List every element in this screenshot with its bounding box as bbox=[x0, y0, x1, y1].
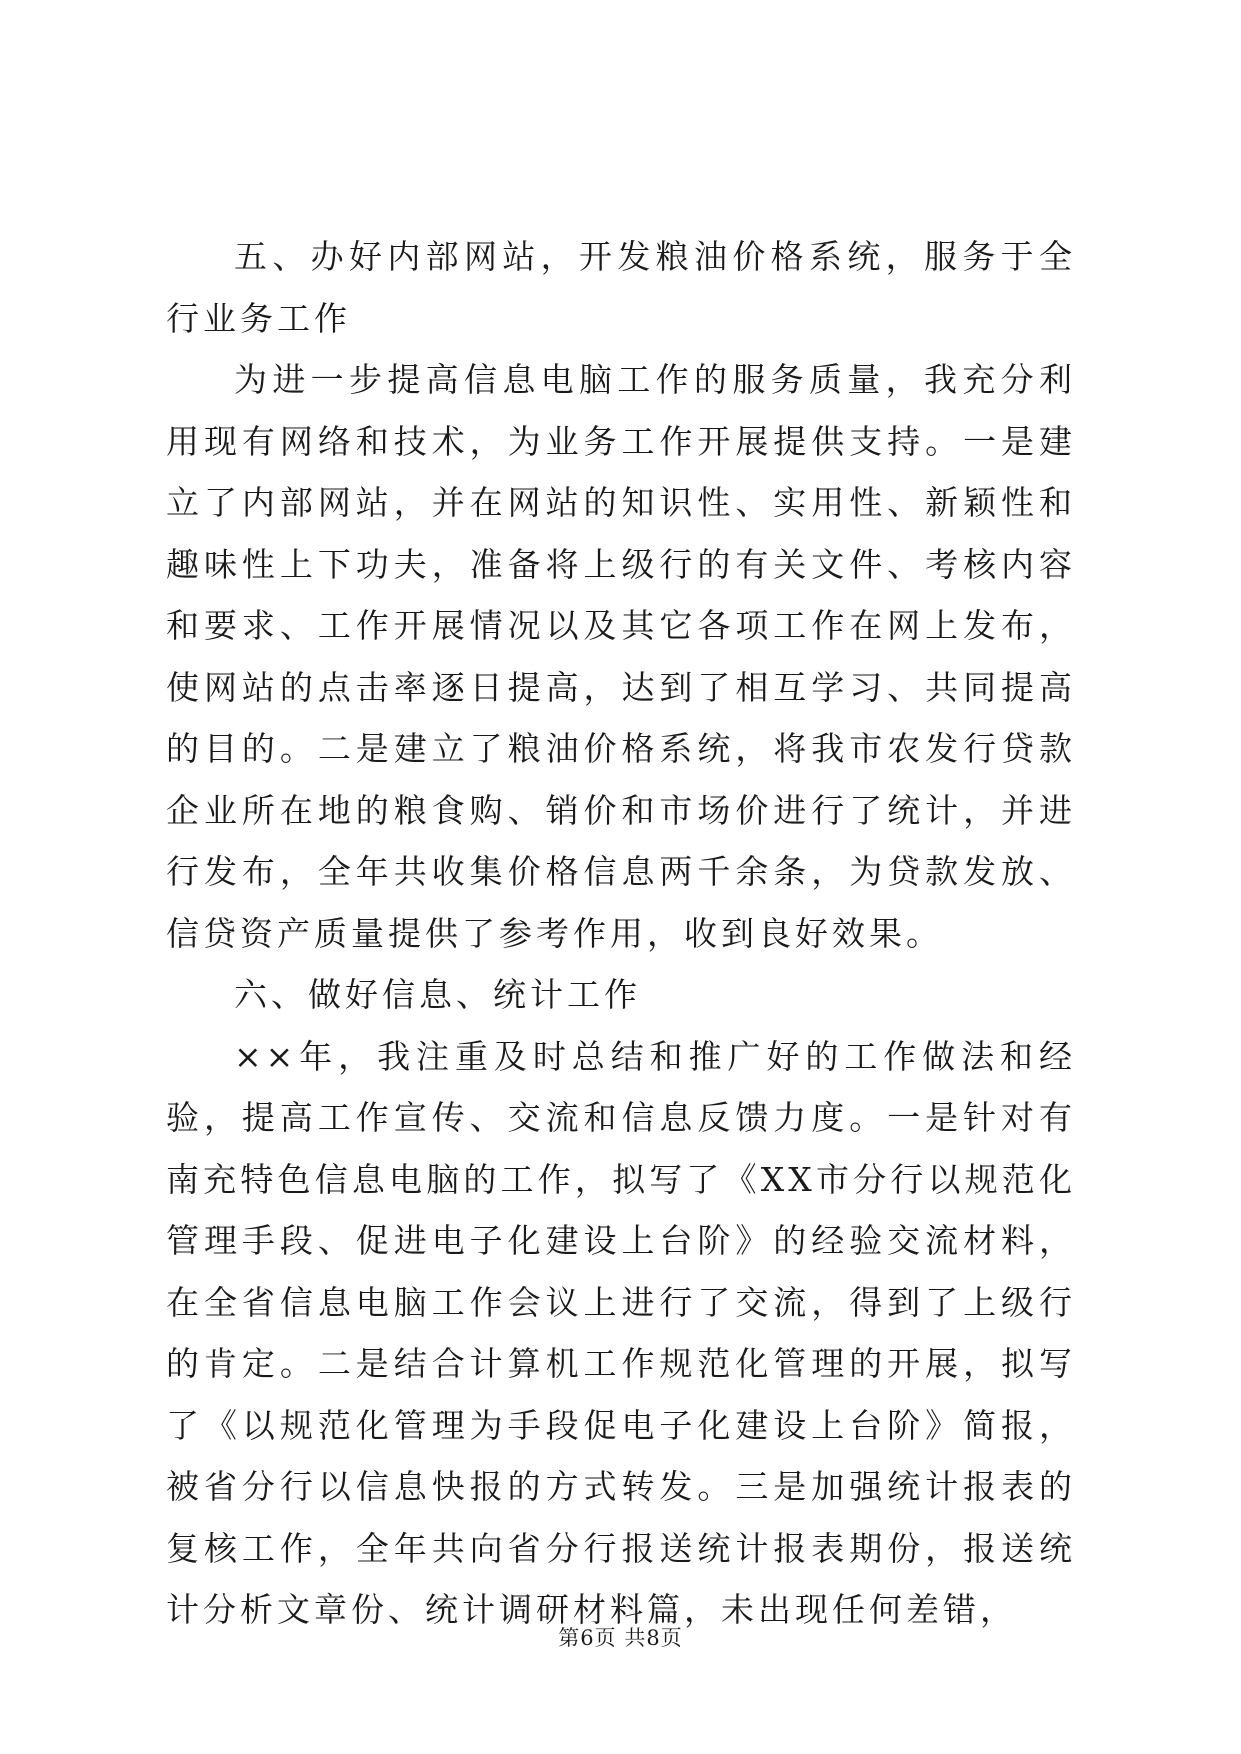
section-heading-5: 五、办好内部网站，开发粮油价格系统，服务于全行业务工作 bbox=[166, 237, 1076, 338]
section-heading-6: 六、做好信息、统计工作 bbox=[234, 975, 641, 1014]
body-paragraph: ××年，我注重及时总结和推广好的工作做法和经验，提高工作宣传、交流和信息反馈力度。一是针对有南充特色信息电脑的工作，拟写了《XX市分行以规范化管理手段、促进电子化建设上台阶》的经验交流材料，在全省信息电脑工作会议上进行了交流，得到了上级行的肯定。二是结合计算机工作规范化管理的开展，拟写了《以规范化管理为手段促电子化建设上台阶》简报，被省分行以信息快报的方式转发。三是加强统计报表的复核工作，全年共向省分行报送统计报表期份，报送统计分析文章份、统计调研材料篇，未出现任何差错， bbox=[166, 1036, 1076, 1629]
body-paragraph: 为进一步提高信息电脑工作的服务质量，我充分利用现有网络和技术，为业务工作开展提供支持。一是建立了内部网站，并在网站的知识性、实用性、新颖性和趣味性上下功夫，准备将上级行的有关文件、考核内容和要求、工作开展情况以及其它各项工作在网上发布，使网站的点击率逐日提高，达到了相互学习、共同提高的目的。二是建立了粮油价格系统，将我市农发行贷款企业所在地的粮食购、销价和市场价进行了统计，并进行发布，全年共收集价格信息两千余条，为贷款发放、信贷资产质量提供了参考作用，收到良好效果。 bbox=[166, 360, 1076, 953]
document-body bbox=[166, 226, 1076, 1641]
page-number-footer: 第6页 共8页 bbox=[558, 1626, 683, 1650]
